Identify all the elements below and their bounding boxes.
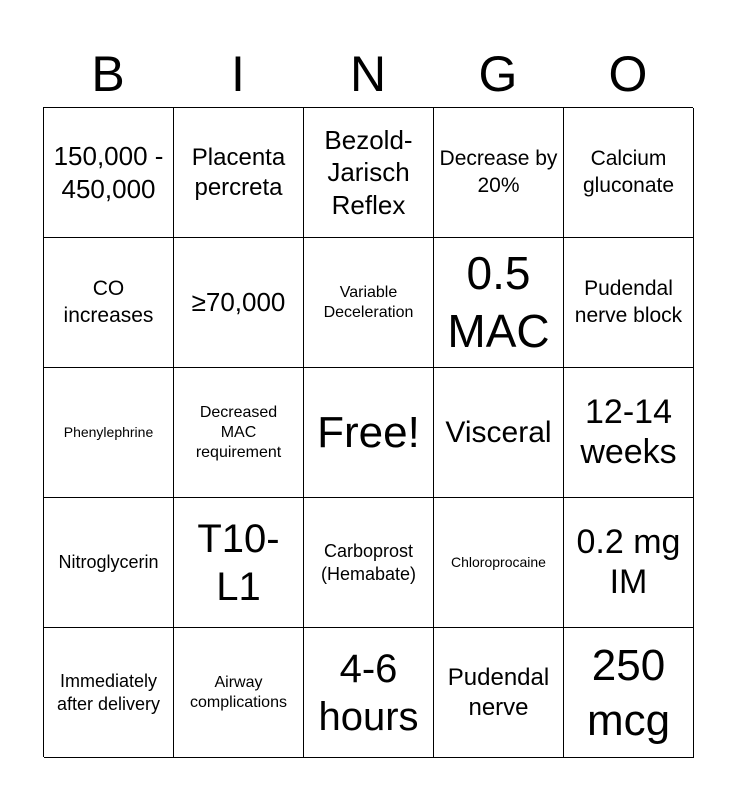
- header-letter-n: N: [349, 46, 387, 102]
- bingo-cell[interactable]: [44, 498, 174, 628]
- bingo-cell[interactable]: [44, 238, 174, 368]
- cell-text: 150,000 - 450,000: [53, 141, 164, 204]
- cell-text: Calcium gluconate: [582, 147, 675, 197]
- bingo-cell[interactable]: [564, 238, 694, 368]
- cell-text: Chloroprocaine: [451, 554, 546, 571]
- cell-text: Pudendal nerve block: [574, 277, 683, 327]
- bingo-cell[interactable]: [304, 368, 434, 498]
- cell-text: Decrease by 20%: [439, 147, 558, 197]
- bingo-cell[interactable]: [304, 238, 434, 368]
- cell-text: CO increases: [63, 277, 154, 327]
- bingo-cell[interactable]: [564, 498, 694, 628]
- cell-text: Free!: [317, 408, 420, 457]
- cell-text: T10-L1: [197, 516, 280, 609]
- cell-text: 0.5 MAC: [447, 247, 550, 357]
- bingo-grid: [43, 107, 693, 757]
- bingo-cell[interactable]: [174, 628, 304, 758]
- header-letter-g: G: [478, 46, 518, 102]
- bingo-cell[interactable]: [434, 498, 564, 628]
- cell-text: 250 mcg: [586, 640, 671, 745]
- header-letter-o: O: [608, 46, 648, 102]
- cell-text: Immediately after delivery: [56, 671, 161, 714]
- bingo-cell[interactable]: [174, 368, 304, 498]
- bingo-cell[interactable]: [434, 368, 564, 498]
- cell-text: 12-14 weeks: [580, 393, 677, 471]
- bingo-header: [43, 40, 693, 108]
- bingo-cell[interactable]: [434, 628, 564, 758]
- cell-text: Pudendal nerve: [447, 663, 550, 721]
- cell-text: Variable Deceleration: [323, 283, 414, 321]
- cell-text: Placenta percreta: [191, 143, 286, 201]
- cell-text: Carboprost (Hemabate): [320, 541, 417, 584]
- bingo-cell[interactable]: [434, 238, 564, 368]
- bingo-cell[interactable]: [174, 498, 304, 628]
- bingo-cell[interactable]: [304, 628, 434, 758]
- header-letter-b: B: [91, 46, 125, 102]
- bingo-cell[interactable]: [564, 368, 694, 498]
- bingo-cell[interactable]: [44, 628, 174, 758]
- cell-text: Phenylephrine: [63, 424, 154, 441]
- cell-text: 0.2 mg IM: [576, 523, 681, 601]
- bingo-cell[interactable]: [564, 628, 694, 758]
- cell-text: Bezold-Jarisch Reflex: [324, 124, 413, 220]
- bingo-cell[interactable]: [434, 108, 564, 238]
- cell-text: Airway complications: [190, 673, 287, 711]
- bingo-cell[interactable]: [44, 368, 174, 498]
- bingo-cell[interactable]: [564, 108, 694, 238]
- cell-text: 4-6 hours: [318, 646, 419, 739]
- cell-text: Nitroglycerin: [58, 552, 159, 573]
- cell-text: Visceral: [445, 415, 552, 449]
- bingo-cell[interactable]: [304, 498, 434, 628]
- bingo-cell[interactable]: [174, 108, 304, 238]
- bingo-cell[interactable]: [304, 108, 434, 238]
- header-letter-i: I: [231, 46, 245, 102]
- bingo-cell[interactable]: [44, 108, 174, 238]
- cell-text: ≥70,000: [191, 287, 286, 318]
- cell-text: Decreased MAC requirement: [195, 403, 282, 461]
- bingo-cell[interactable]: [174, 238, 304, 368]
